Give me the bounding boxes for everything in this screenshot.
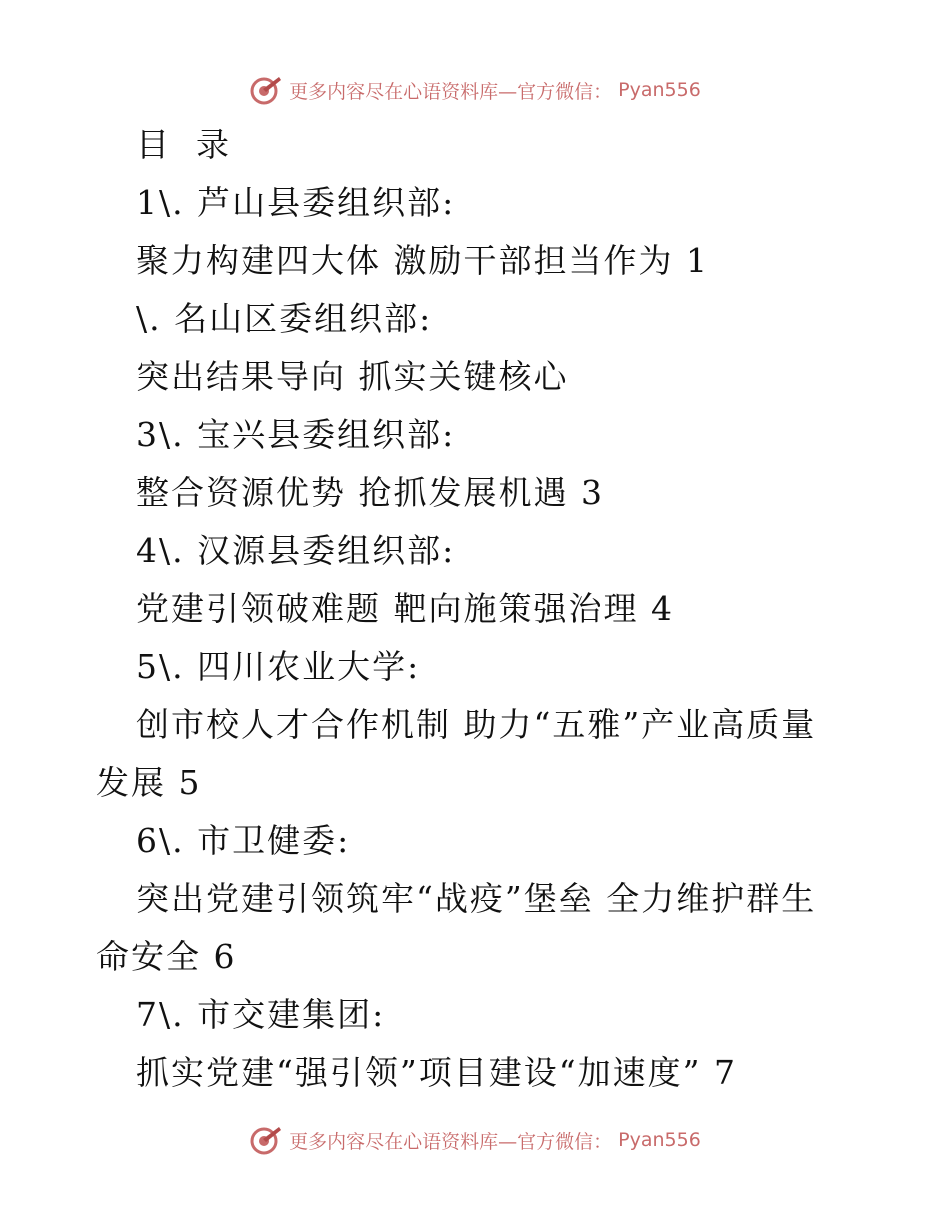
watermark-header xyxy=(0,70,950,110)
toc-line-section-4: 4\. 汉源县委组织部: xyxy=(136,531,456,570)
watermark-text: 更多内容尽在心语资料库—官方微信： xyxy=(289,1130,613,1153)
watermark-id: Pyan556 xyxy=(618,1129,701,1151)
toc-line-section-3: 3\. 宝兴县委组织部: xyxy=(136,415,456,454)
toc-line-section-7: 7\. 市交建集团: xyxy=(136,995,386,1034)
toc-line-entry-3: 整合资源优势 抢抓发展机遇 3 xyxy=(136,473,604,512)
toc-title: 目 录 xyxy=(136,125,231,164)
toc-line-entry-5-cont: 发展 5 xyxy=(96,763,202,802)
watermark-text: 更多内容尽在心语资料库—官方微信： xyxy=(289,80,613,103)
toc-line-section-1: 1\. 芦山县委组织部: xyxy=(136,183,456,222)
toc-line-section-5: 5\. 四川农业大学: xyxy=(136,647,421,686)
logo-icon xyxy=(249,73,283,107)
watermark-footer xyxy=(0,1120,950,1160)
toc-line-entry-6-cont: 命安全 6 xyxy=(96,937,237,976)
toc-line-entry-5: 创市校人才合作机制 助力“五雅”产业高质量 xyxy=(136,705,817,744)
toc-content xyxy=(96,116,846,1102)
toc-line-entry-6: 突出党建引领筑牢“战疫”堡垒 全力维护群生 xyxy=(136,879,817,918)
watermark-id: Pyan556 xyxy=(618,79,701,101)
logo-icon xyxy=(249,1123,283,1157)
toc-line-entry-4: 党建引领破难题 靶向施策强治理 4 xyxy=(136,589,674,628)
toc-line-entry-1: 聚力构建四大体 激励干部担当作为 1 xyxy=(136,241,709,280)
toc-line-section-2: \. 名山区委组织部: xyxy=(136,299,433,338)
toc-line-entry-2: 突出结果导向 抓实关键核心 xyxy=(136,357,569,396)
toc-line-entry-7: 抓实党建“强引领”项目建设“加速度” 7 xyxy=(136,1053,737,1092)
toc-line-section-6: 6\. 市卫健委: xyxy=(136,821,351,860)
